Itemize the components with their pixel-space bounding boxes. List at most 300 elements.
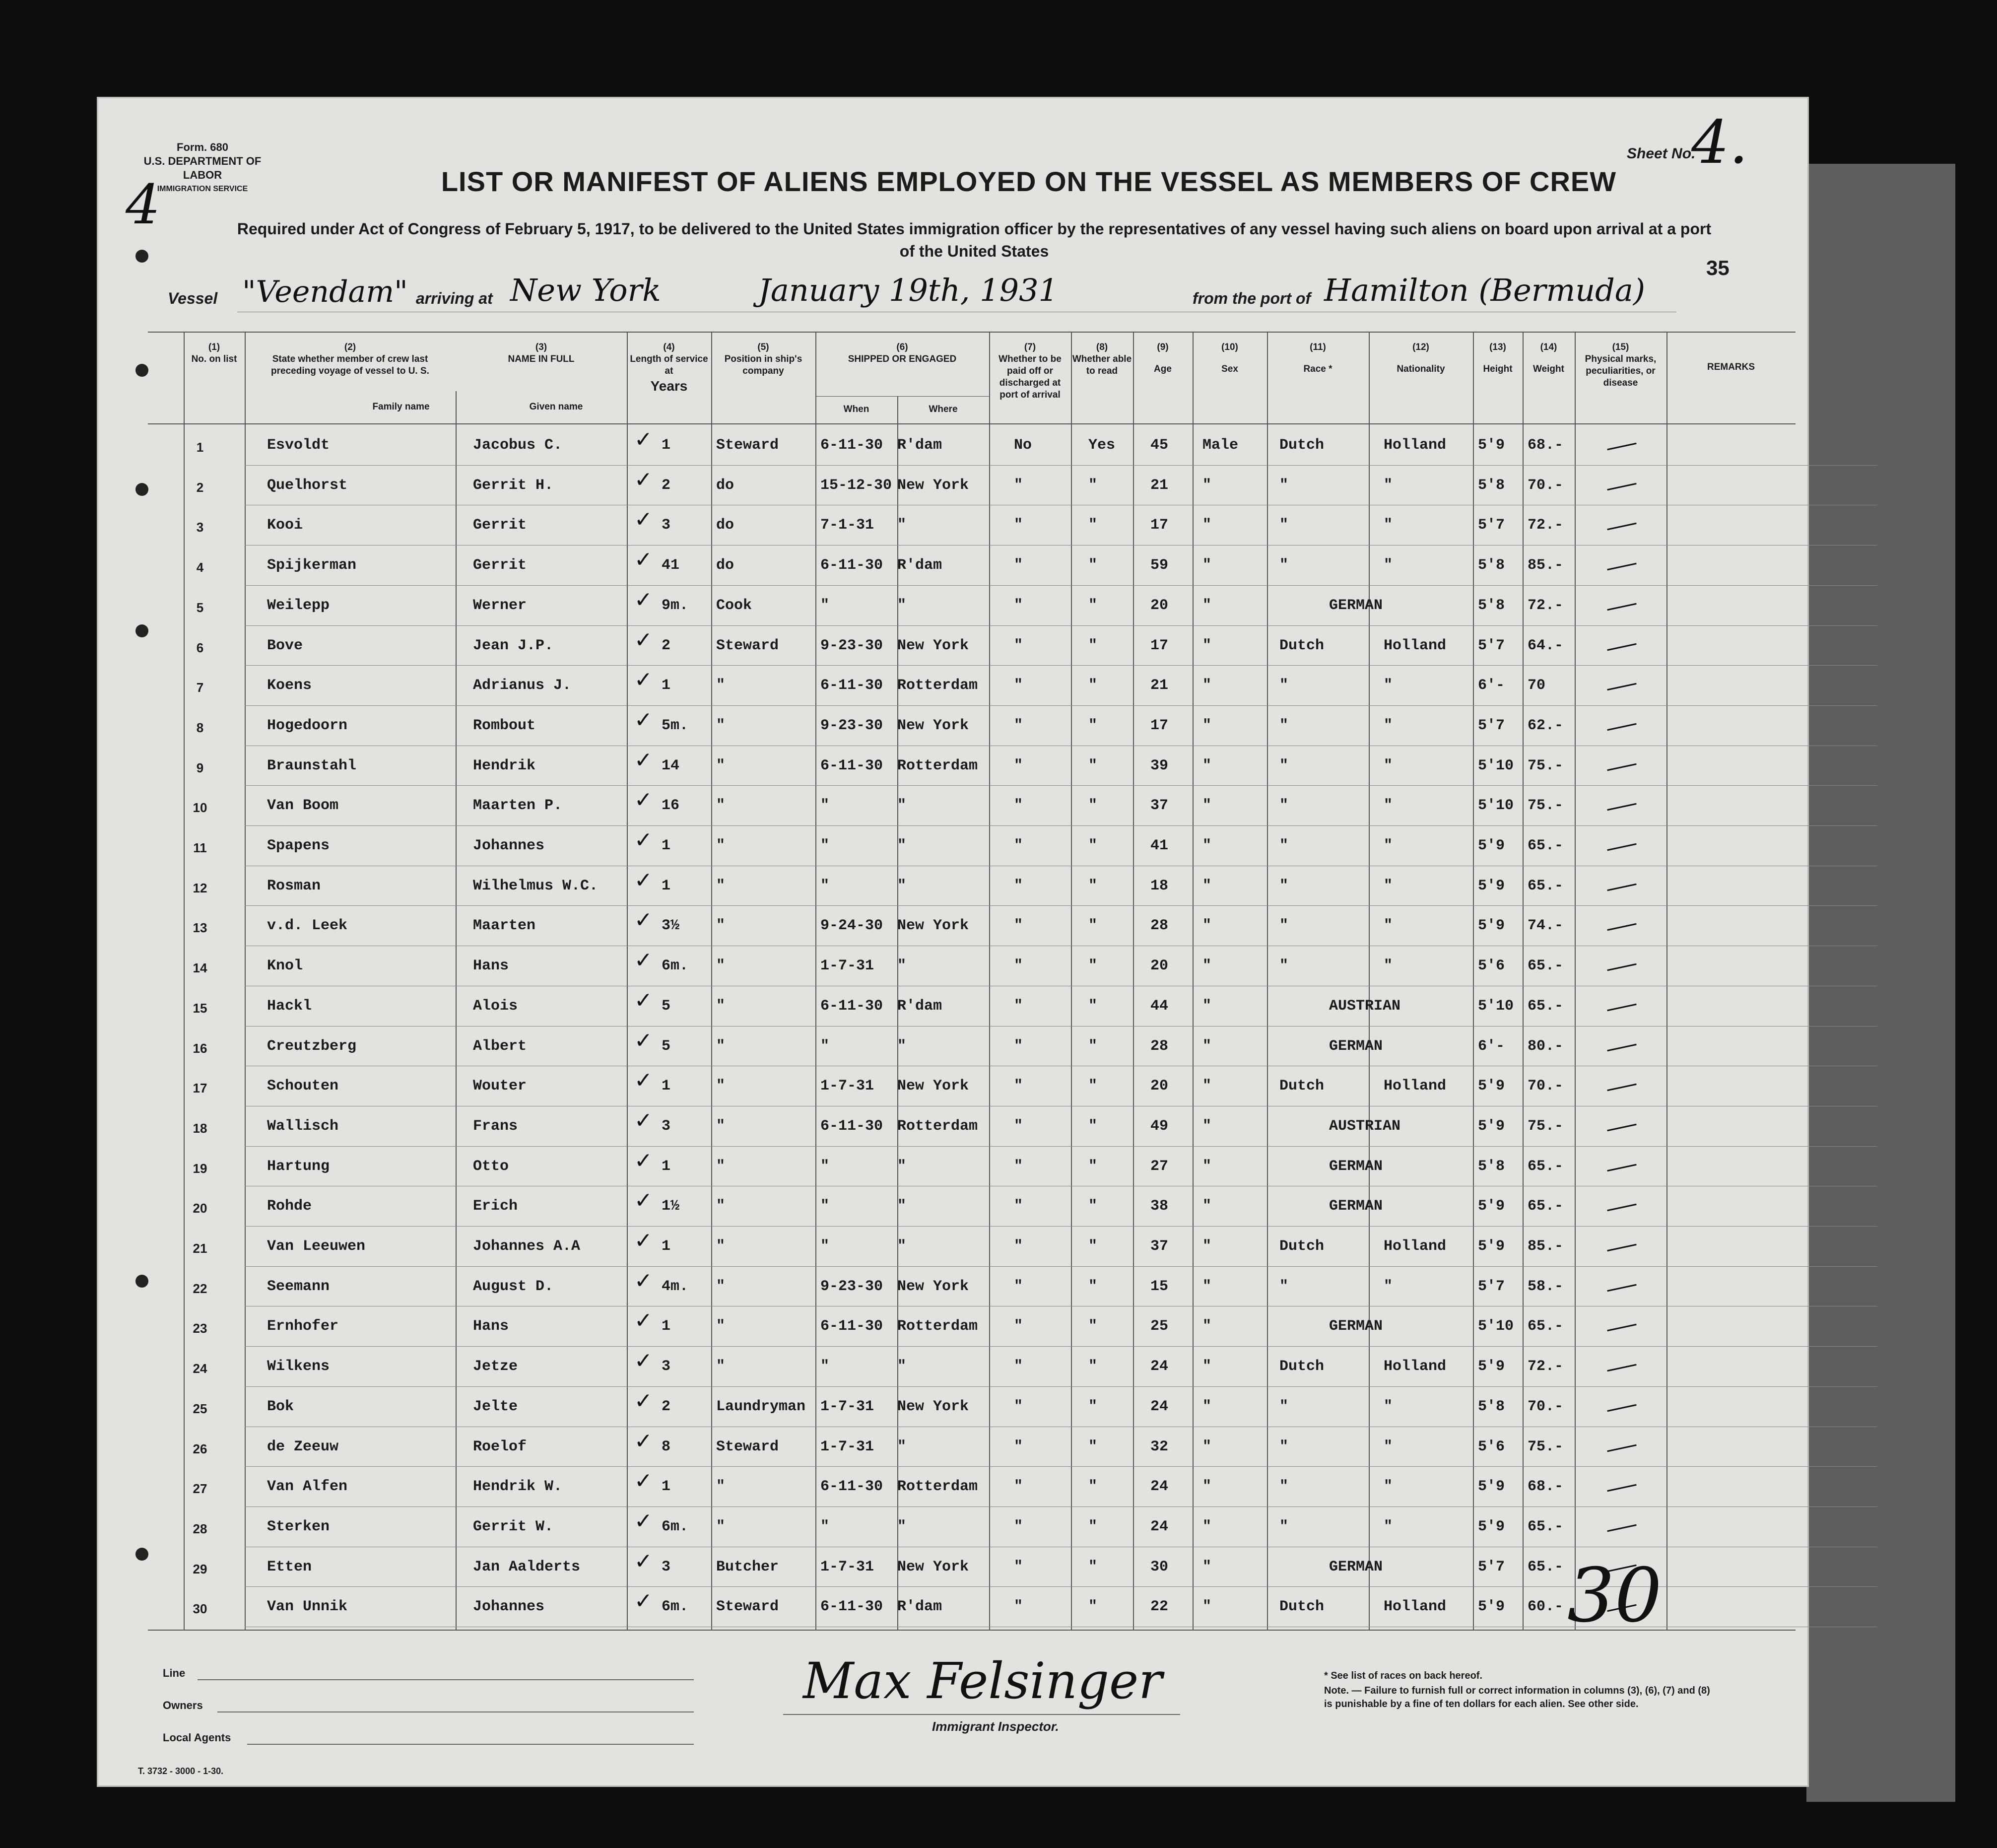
cell-race: " — [1279, 757, 1289, 774]
tick-dash-mark — [1607, 1284, 1636, 1291]
cell-svc: 8 — [662, 1438, 671, 1455]
cell-race: " — [1279, 1478, 1289, 1496]
table-bottom-rule — [148, 1630, 1796, 1631]
cell-wt: 75.- — [1528, 757, 1564, 774]
cell-wt: 60.- — [1528, 1598, 1564, 1616]
cell-age: 39 — [1150, 757, 1169, 774]
cell-nat: Holland — [1384, 1078, 1447, 1095]
cell-pos: " — [716, 877, 726, 894]
cell-pos: " — [716, 677, 726, 694]
cell-pos: " — [716, 757, 726, 774]
cell-age: 22 — [1150, 1598, 1169, 1616]
punch-hole — [135, 1548, 148, 1561]
cell-sex: " — [1202, 837, 1212, 854]
cell-paid: " — [1014, 757, 1023, 774]
cell-read: " — [1088, 1158, 1098, 1175]
cell-pos: do — [716, 517, 734, 534]
tick-dash-mark — [1607, 1364, 1636, 1371]
row-number: 3 — [196, 520, 204, 535]
cell-pos: " — [716, 1037, 726, 1055]
cell-read: " — [1088, 797, 1098, 815]
cell-given: Johannes — [473, 837, 545, 854]
tick-dash-mark — [1607, 1004, 1636, 1011]
header-col9: (9) Age — [1154, 342, 1172, 374]
footnote-races: * See list of races on back hereof. — [1324, 1670, 1483, 1681]
cell-read: " — [1088, 997, 1098, 1015]
cell-ht: 5'9 — [1478, 1198, 1505, 1215]
footnote-penalty: Note. — Failure to furnish full or correct information in columns (3), (6), (7) and (8) — [1324, 1685, 1710, 1696]
cell-race: GERMAN — [1329, 597, 1383, 614]
cell-pos: " — [716, 1158, 726, 1175]
cell-where: " — [897, 597, 907, 614]
row-number: 23 — [193, 1321, 207, 1336]
cell-read: " — [1088, 1438, 1098, 1455]
check-mark-icon: ✓ — [634, 948, 653, 973]
header-col12: (12) Nationality — [1397, 342, 1445, 374]
cell-ht: 5'9 — [1478, 917, 1505, 935]
cell-sex: " — [1202, 717, 1212, 734]
cell-pos: " — [716, 1278, 726, 1295]
cell-where: New York — [897, 917, 969, 935]
cell-svc: 1 — [662, 1478, 671, 1496]
cell-wt: 62.- — [1528, 717, 1564, 734]
col-divider — [711, 332, 712, 1630]
cell-race: " — [1279, 1278, 1289, 1295]
cell-pos: " — [716, 837, 726, 854]
col-divider — [1575, 332, 1576, 1630]
cell-pos: " — [716, 1518, 726, 1535]
check-mark-icon: ✓ — [634, 1548, 653, 1574]
header-col3: (3) NAME IN FULL — [508, 342, 575, 364]
row-rule — [245, 705, 1877, 706]
cell-when: 6-11-30 — [820, 1478, 883, 1496]
cell-paid: " — [1014, 1598, 1023, 1616]
tick-dash-mark — [1607, 883, 1636, 890]
cell-read: " — [1088, 1318, 1098, 1335]
form-number: Form. 680 — [177, 141, 228, 153]
cell-family: Esvoldt — [267, 437, 330, 454]
cell-wt: 65.- — [1528, 1198, 1564, 1215]
cell-when: 6-11-30 — [820, 1598, 883, 1616]
owners-label: Owners — [163, 1699, 203, 1711]
cell-given: Hans — [473, 1318, 509, 1335]
print-code: T. 3732 - 3000 - 1-30. — [138, 1766, 224, 1776]
cell-race: " — [1279, 557, 1289, 574]
cell-paid: " — [1014, 1117, 1023, 1135]
col-divider — [1193, 332, 1194, 1630]
cell-nat: " — [1384, 717, 1393, 734]
tick-dash-mark — [1607, 1043, 1636, 1051]
arrival-date: January 19th, 1931 — [758, 272, 1058, 308]
signature-rule — [783, 1714, 1180, 1715]
cell-family: Rosman — [267, 877, 321, 894]
cell-family: Bok — [267, 1398, 294, 1415]
row-number: 9 — [196, 760, 204, 775]
cell-ht: 5'9 — [1478, 1117, 1505, 1135]
cell-family: Van Alfen — [267, 1478, 348, 1496]
cell-svc: 3 — [662, 1117, 671, 1135]
cell-pos: Steward — [716, 637, 779, 654]
row-number: 29 — [193, 1561, 207, 1576]
inspector-label: Immigrant Inspector. — [932, 1719, 1059, 1734]
cell-sex: " — [1202, 1278, 1212, 1295]
cell-when: " — [820, 1358, 830, 1375]
cell-age: 32 — [1150, 1438, 1169, 1455]
cell-when: " — [820, 1518, 830, 1535]
cell-wt: 85.- — [1528, 1238, 1564, 1255]
cell-given: Hans — [473, 958, 509, 975]
cell-pos: " — [716, 1318, 726, 1335]
tick-dash-mark — [1607, 683, 1636, 690]
cell-age: 45 — [1150, 437, 1169, 454]
cell-age: 20 — [1150, 1078, 1169, 1095]
row-number: 17 — [193, 1081, 207, 1096]
cell-paid: " — [1014, 717, 1023, 734]
cell-read: " — [1088, 1238, 1098, 1255]
cell-svc: 6m. — [662, 1598, 689, 1616]
line-rule — [198, 1679, 694, 1680]
cell-where: Rotterdam — [897, 1478, 978, 1496]
cell-age: 21 — [1150, 477, 1169, 494]
cell-ht: 5'9 — [1478, 877, 1505, 894]
cell-sex: " — [1202, 517, 1212, 534]
col-divider — [1666, 332, 1667, 1630]
cell-svc: 3½ — [662, 917, 680, 935]
cell-pos: Cook — [716, 597, 752, 614]
col-divider — [1473, 332, 1474, 1630]
tick-dash-mark — [1607, 643, 1636, 650]
cell-ht: 5'8 — [1478, 1398, 1505, 1415]
cell-age: 17 — [1150, 637, 1169, 654]
cell-age: 21 — [1150, 677, 1169, 694]
cell-svc: 1 — [662, 877, 671, 894]
row-number: 26 — [193, 1441, 207, 1456]
row-number: 4 — [196, 560, 204, 575]
cell-when: 1-7-31 — [820, 958, 874, 975]
cell-sex: " — [1202, 477, 1212, 494]
cell-given: Werner — [473, 597, 527, 614]
cell-race: " — [1279, 517, 1289, 534]
cell-ht: 5'9 — [1478, 1518, 1505, 1535]
row-rule — [245, 1026, 1877, 1027]
form-subtitle-cont: of the United States — [899, 242, 1049, 260]
cell-when: " — [820, 797, 830, 815]
cell-wt: 65.- — [1528, 997, 1564, 1015]
sheet-number: 4. — [1691, 108, 1748, 177]
cell-where: " — [897, 1358, 907, 1375]
line-label: Line — [163, 1667, 186, 1679]
punch-hole — [135, 364, 148, 377]
check-mark-icon: ✓ — [634, 1107, 653, 1133]
check-mark-icon: ✓ — [634, 747, 653, 773]
cell-family: Wilkens — [267, 1358, 330, 1375]
cell-family: Hartung — [267, 1158, 330, 1175]
form-title: LIST OR MANIFEST OF ALIENS EMPLOYED ON THE VESSEL AS MEMBERS OF CREW — [441, 166, 1617, 197]
cell-ht: 5'7 — [1478, 637, 1505, 654]
cell-paid: " — [1014, 597, 1023, 614]
cell-paid: " — [1014, 637, 1023, 654]
cell-sex: " — [1202, 958, 1212, 975]
cell-ht: 5'9 — [1478, 1478, 1505, 1496]
row-number: 21 — [193, 1241, 207, 1256]
cell-given: Hendrik W. — [473, 1478, 563, 1496]
cell-given: Erich — [473, 1198, 518, 1215]
arrival-port: New York — [510, 272, 661, 308]
cell-when: " — [820, 837, 830, 854]
row-rule — [245, 1386, 1877, 1387]
check-mark-icon: ✓ — [634, 547, 653, 573]
cell-svc: 2 — [662, 637, 671, 654]
cell-race: " — [1279, 477, 1289, 494]
cell-ht: 5'6 — [1478, 958, 1505, 975]
cell-when: 9-23-30 — [820, 1278, 883, 1295]
table-header-rule — [148, 423, 1796, 424]
cell-age: 17 — [1150, 717, 1169, 734]
cell-race: Dutch — [1279, 637, 1325, 654]
cell-race: " — [1279, 837, 1289, 854]
cell-sex: " — [1202, 1558, 1212, 1575]
cell-family: Weilepp — [267, 597, 330, 614]
cell-age: 20 — [1150, 597, 1169, 614]
local-agents-label: Local Agents — [163, 1731, 231, 1744]
header-col10: (10) Sex — [1221, 342, 1238, 374]
cell-svc: 41 — [662, 557, 680, 574]
cell-paid: " — [1014, 1278, 1023, 1295]
cell-nat: Holland — [1384, 637, 1447, 654]
cell-read: Yes — [1088, 437, 1116, 454]
col-divider — [1369, 332, 1370, 1630]
header-col13: (13) Height — [1483, 342, 1513, 374]
cell-given: Wilhelmus W.C. — [473, 877, 599, 894]
cell-race: " — [1279, 1518, 1289, 1535]
tick-dash-mark — [1607, 603, 1636, 611]
cell-pos: Steward — [716, 1598, 779, 1616]
cell-when: 6-11-30 — [820, 437, 883, 454]
cell-where: New York — [897, 1078, 969, 1095]
cell-paid: " — [1014, 1198, 1023, 1215]
row-number: 20 — [193, 1201, 207, 1216]
cell-read: " — [1088, 1398, 1098, 1415]
cell-wt: 72.- — [1528, 1358, 1564, 1375]
cell-where: New York — [897, 477, 969, 494]
cell-sex: " — [1202, 1318, 1212, 1335]
cell-pos: " — [716, 997, 726, 1015]
cell-svc: 1 — [662, 437, 671, 454]
row-number: 22 — [193, 1281, 207, 1296]
cell-wt: 70.- — [1528, 477, 1564, 494]
cell-sex: " — [1202, 1078, 1212, 1095]
col-divider — [1071, 332, 1072, 1630]
cell-nat: " — [1384, 557, 1393, 574]
cell-where: " — [897, 837, 907, 854]
cell-where: R'dam — [897, 557, 942, 574]
cell-age: 37 — [1150, 1238, 1169, 1255]
cell-sex: " — [1202, 797, 1212, 815]
check-mark-icon: ✓ — [634, 667, 653, 693]
cell-wt: 75.- — [1528, 1438, 1564, 1455]
cell-sex: " — [1202, 1158, 1212, 1175]
row-rule — [245, 585, 1877, 586]
cell-race: GERMAN — [1329, 1558, 1383, 1575]
cell-pos: " — [716, 1117, 726, 1135]
cell-given: Wouter — [473, 1078, 527, 1095]
tick-dash-mark — [1607, 963, 1636, 971]
cell-paid: " — [1014, 1358, 1023, 1375]
cell-sex: " — [1202, 877, 1212, 894]
corner-sheet-mark: 4 — [126, 173, 160, 236]
cell-nat: " — [1384, 1278, 1393, 1295]
cell-wt: 68.- — [1528, 1478, 1564, 1496]
cell-when: 1-7-31 — [820, 1398, 874, 1415]
check-mark-icon: ✓ — [634, 467, 653, 492]
cell-family: Schouten — [267, 1078, 339, 1095]
cell-ht: 5'9 — [1478, 1358, 1505, 1375]
cell-read: " — [1088, 1598, 1098, 1616]
cell-svc: 2 — [662, 477, 671, 494]
cell-age: 37 — [1150, 797, 1169, 815]
cell-age: 44 — [1150, 997, 1169, 1015]
cell-wt: 70 — [1528, 677, 1546, 694]
cell-when: 7-1-31 — [820, 517, 874, 534]
check-mark-icon: ✓ — [634, 827, 653, 853]
cell-nat: " — [1384, 517, 1393, 534]
tick-dash-mark — [1607, 923, 1636, 931]
check-mark-icon: ✓ — [634, 987, 653, 1013]
cell-age: 49 — [1150, 1117, 1169, 1135]
cell-where: " — [897, 1158, 907, 1175]
cell-pos: Steward — [716, 1438, 779, 1455]
row-rule — [245, 785, 1877, 786]
cell-race: Dutch — [1279, 1358, 1325, 1375]
cell-when: 9-24-30 — [820, 917, 883, 935]
cell-nat: " — [1384, 1438, 1393, 1455]
cell-svc: 3 — [662, 1358, 671, 1375]
page-stamp-number: 35 — [1706, 256, 1730, 279]
row-number: 19 — [193, 1161, 207, 1176]
cell-paid: " — [1014, 1037, 1023, 1055]
cell-given: Rombout — [473, 717, 536, 734]
cell-family: Van Unnik — [267, 1598, 348, 1616]
cell-pos: Butcher — [716, 1558, 779, 1575]
check-mark-icon: ✓ — [634, 627, 653, 653]
cell-pos: " — [716, 797, 726, 815]
cell-ht: 5'10 — [1478, 797, 1514, 815]
cell-family: de Zeeuw — [267, 1438, 339, 1455]
check-mark-icon: ✓ — [634, 1188, 653, 1214]
cell-race: " — [1279, 1438, 1289, 1455]
cell-ht: 5'7 — [1478, 717, 1505, 734]
cell-age: 24 — [1150, 1398, 1169, 1415]
cell-svc: 16 — [662, 797, 680, 815]
cell-wt: 70.- — [1528, 1398, 1564, 1415]
cell-read: " — [1088, 877, 1098, 894]
cell-given: Adrianus J. — [473, 677, 572, 694]
cell-pos: " — [716, 917, 726, 935]
cell-when: 9-23-30 — [820, 637, 883, 654]
cell-where: Rotterdam — [897, 677, 978, 694]
cell-nat: " — [1384, 1518, 1393, 1535]
cell-when: 6-11-30 — [820, 757, 883, 774]
cell-given: Jean J.P. — [473, 637, 554, 654]
cell-wt: 65.- — [1528, 1318, 1564, 1335]
cell-svc: 1½ — [662, 1198, 680, 1215]
row-rule — [245, 1266, 1877, 1267]
cell-when: " — [820, 1198, 830, 1215]
row-rule — [245, 625, 1877, 626]
cell-race: " — [1279, 1398, 1289, 1415]
cell-svc: 5 — [662, 997, 671, 1015]
cell-when: 6-11-30 — [820, 677, 883, 694]
form-subtitle: Required under Act of Congress of February 5, 1917, to be delivered to the United States immigration officer by the representatives of any vessel having such aliens on board upon arrival at a port — [237, 220, 1712, 238]
cell-sex: " — [1202, 757, 1212, 774]
cell-ht: 6'- — [1478, 1037, 1505, 1055]
cell-given: Maarten P. — [473, 797, 563, 815]
cell-sex: " — [1202, 677, 1212, 694]
cell-svc: 3 — [662, 517, 671, 534]
cell-where: " — [897, 877, 907, 894]
row-rule — [245, 825, 1877, 826]
cell-sex: " — [1202, 597, 1212, 614]
cell-when: 1-7-31 — [820, 1558, 874, 1575]
cell-ht: 5'8 — [1478, 597, 1505, 614]
col-divider — [1523, 332, 1524, 1630]
cell-sex: " — [1202, 997, 1212, 1015]
tick-dash-mark — [1607, 1524, 1636, 1532]
cell-sex: " — [1202, 1598, 1212, 1616]
row-rule — [245, 1346, 1877, 1347]
departure-port: Hamilton (Bermuda) — [1324, 272, 1646, 308]
tick-dash-mark — [1607, 723, 1636, 731]
cell-paid: No — [1014, 437, 1032, 454]
cell-paid: " — [1014, 1238, 1023, 1255]
cell-sex: " — [1202, 637, 1212, 654]
cell-paid: " — [1014, 1438, 1023, 1455]
cell-where: " — [897, 1198, 907, 1215]
cell-given: Gerrit — [473, 517, 527, 534]
cell-where: R'dam — [897, 1598, 942, 1616]
cell-race: GERMAN — [1329, 1037, 1383, 1055]
check-mark-icon: ✓ — [634, 1308, 653, 1334]
cell-when: " — [820, 877, 830, 894]
cell-sex: " — [1202, 1518, 1212, 1535]
check-mark-icon: ✓ — [634, 587, 653, 613]
cell-sex: " — [1202, 1037, 1212, 1055]
cell-sex: " — [1202, 917, 1212, 935]
cell-age: 15 — [1150, 1278, 1169, 1295]
cell-paid: " — [1014, 917, 1023, 935]
cell-when: " — [820, 597, 830, 614]
cell-family: Kooi — [267, 517, 303, 534]
cell-given: Johannes — [473, 1598, 545, 1616]
header-col5: (5) Position in ship's company — [724, 342, 802, 376]
tick-dash-mark — [1607, 843, 1636, 851]
cell-wt: 65.- — [1528, 1518, 1564, 1535]
check-mark-icon: ✓ — [634, 1508, 653, 1534]
cell-pos: " — [716, 1078, 726, 1095]
row-number: 13 — [193, 920, 207, 936]
cell-family: Wallisch — [267, 1117, 339, 1135]
cell-race: GERMAN — [1329, 1198, 1383, 1215]
cell-age: 24 — [1150, 1518, 1169, 1535]
cell-family: Koens — [267, 677, 312, 694]
cell-read: " — [1088, 1117, 1098, 1135]
cell-read: " — [1088, 557, 1098, 574]
cell-paid: " — [1014, 837, 1023, 854]
cell-where: New York — [897, 1398, 969, 1415]
cell-wt: 80.- — [1528, 1037, 1564, 1055]
tick-dash-mark — [1607, 1324, 1636, 1331]
cell-family: Seemann — [267, 1278, 330, 1295]
